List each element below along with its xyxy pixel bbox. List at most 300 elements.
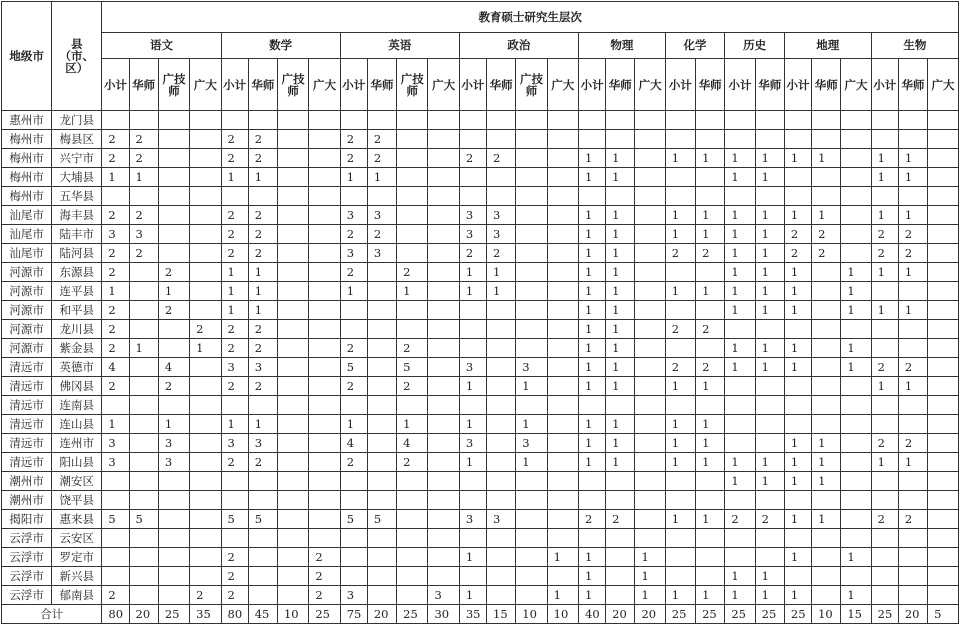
value-cell: 2 bbox=[898, 434, 927, 453]
value-cell: 1 bbox=[871, 263, 898, 282]
sub-column-header: 华师 bbox=[812, 59, 841, 111]
value-cell bbox=[487, 168, 516, 187]
value-cell: 2 bbox=[129, 130, 158, 149]
value-cell bbox=[665, 301, 695, 320]
sub-column-header: 小计 bbox=[784, 59, 811, 111]
total-value-cell: 75 bbox=[340, 605, 367, 624]
value-cell bbox=[277, 244, 308, 263]
value-cell bbox=[277, 358, 308, 377]
value-cell: 1 bbox=[871, 453, 898, 472]
value-cell bbox=[309, 358, 340, 377]
value-cell: 1 bbox=[755, 339, 784, 358]
value-cell bbox=[516, 206, 547, 225]
value-cell: 2 bbox=[397, 377, 428, 396]
value-cell bbox=[277, 225, 308, 244]
table-row bbox=[2, 111, 959, 130]
value-cell bbox=[547, 377, 578, 396]
value-cell bbox=[841, 453, 871, 472]
county-cell: 郁南县 bbox=[52, 586, 102, 605]
value-cell bbox=[102, 529, 129, 548]
value-cell bbox=[158, 510, 189, 529]
value-cell bbox=[547, 130, 578, 149]
city-cell: 清远市 bbox=[2, 358, 52, 377]
value-cell bbox=[928, 548, 959, 567]
value-cell: 1 bbox=[516, 453, 547, 472]
value-cell bbox=[397, 491, 428, 510]
value-cell bbox=[397, 396, 428, 415]
value-cell: 2 bbox=[221, 339, 248, 358]
value-cell bbox=[547, 187, 578, 206]
value-cell: 1 bbox=[459, 263, 486, 282]
value-cell: 2 bbox=[606, 510, 635, 529]
value-cell: 1 bbox=[784, 149, 811, 168]
value-cell: 2 bbox=[102, 301, 129, 320]
table-row bbox=[2, 491, 959, 510]
value-cell: 1 bbox=[725, 586, 755, 605]
value-cell bbox=[428, 187, 459, 206]
sub-column-header: 华师 bbox=[898, 59, 927, 111]
value-cell bbox=[487, 111, 516, 130]
value-cell bbox=[248, 529, 277, 548]
value-cell: 1 bbox=[755, 282, 784, 301]
value-cell bbox=[158, 206, 189, 225]
city-cell: 清远市 bbox=[2, 434, 52, 453]
county-cell: 罗定市 bbox=[52, 548, 102, 567]
value-cell bbox=[397, 320, 428, 339]
value-cell bbox=[277, 567, 308, 586]
value-cell: 1 bbox=[606, 453, 635, 472]
value-cell bbox=[784, 377, 811, 396]
value-cell bbox=[309, 263, 340, 282]
value-cell bbox=[129, 282, 158, 301]
value-cell: 1 bbox=[606, 358, 635, 377]
value-cell: 1 bbox=[696, 453, 725, 472]
value-cell bbox=[635, 206, 665, 225]
value-cell: 1 bbox=[248, 168, 277, 187]
subject-header: 语文 bbox=[102, 33, 221, 59]
value-cell bbox=[928, 206, 959, 225]
value-cell bbox=[725, 434, 755, 453]
value-cell: 1 bbox=[248, 415, 277, 434]
value-cell: 2 bbox=[340, 339, 367, 358]
value-cell: 2 bbox=[221, 586, 248, 605]
value-cell: 1 bbox=[755, 453, 784, 472]
value-cell bbox=[606, 529, 635, 548]
value-cell: 2 bbox=[397, 453, 428, 472]
value-cell bbox=[516, 567, 547, 586]
value-cell: 1 bbox=[871, 149, 898, 168]
value-cell bbox=[696, 567, 725, 586]
total-value-cell: 20 bbox=[606, 605, 635, 624]
value-cell: 1 bbox=[221, 301, 248, 320]
value-cell bbox=[547, 453, 578, 472]
value-cell: 3 bbox=[487, 225, 516, 244]
value-cell bbox=[487, 472, 516, 491]
value-cell: 1 bbox=[725, 168, 755, 187]
value-cell bbox=[755, 377, 784, 396]
value-cell bbox=[487, 130, 516, 149]
value-cell: 5 bbox=[397, 358, 428, 377]
value-cell bbox=[367, 567, 396, 586]
value-cell: 3 bbox=[248, 358, 277, 377]
total-value-cell: 20 bbox=[367, 605, 396, 624]
value-cell bbox=[102, 187, 129, 206]
value-cell bbox=[340, 111, 367, 130]
value-cell bbox=[277, 282, 308, 301]
value-cell: 3 bbox=[516, 358, 547, 377]
value-cell bbox=[428, 491, 459, 510]
value-cell: 1 bbox=[841, 339, 871, 358]
sub-column-header: 小计 bbox=[340, 59, 367, 111]
city-cell: 汕尾市 bbox=[2, 244, 52, 263]
value-cell bbox=[898, 187, 927, 206]
value-cell bbox=[397, 149, 428, 168]
value-cell: 1 bbox=[665, 225, 695, 244]
value-cell bbox=[784, 168, 811, 187]
value-cell bbox=[102, 472, 129, 491]
value-cell bbox=[665, 339, 695, 358]
county-cell: 陆河县 bbox=[52, 244, 102, 263]
subject-header: 物理 bbox=[579, 33, 666, 59]
total-value-cell: 10 bbox=[277, 605, 308, 624]
value-cell bbox=[487, 320, 516, 339]
value-cell bbox=[898, 130, 927, 149]
value-cell: 2 bbox=[102, 320, 129, 339]
value-cell: 1 bbox=[606, 263, 635, 282]
city-cell: 潮州市 bbox=[2, 491, 52, 510]
value-cell bbox=[725, 187, 755, 206]
value-cell: 1 bbox=[812, 434, 841, 453]
value-cell: 1 bbox=[725, 453, 755, 472]
value-cell bbox=[635, 282, 665, 301]
value-cell: 2 bbox=[898, 244, 927, 263]
value-cell bbox=[367, 377, 396, 396]
value-cell bbox=[248, 472, 277, 491]
value-cell: 1 bbox=[579, 377, 606, 396]
table-header bbox=[2, 2, 959, 111]
value-cell bbox=[459, 187, 486, 206]
value-cell: 2 bbox=[102, 586, 129, 605]
value-cell bbox=[397, 206, 428, 225]
value-cell bbox=[841, 225, 871, 244]
sub-column-header: 华师 bbox=[367, 59, 396, 111]
value-cell: 1 bbox=[812, 206, 841, 225]
value-cell bbox=[784, 491, 811, 510]
value-cell bbox=[309, 434, 340, 453]
value-cell: 1 bbox=[841, 282, 871, 301]
county-cell: 饶平县 bbox=[52, 491, 102, 510]
value-cell bbox=[129, 453, 158, 472]
value-cell bbox=[579, 111, 606, 130]
value-cell bbox=[221, 472, 248, 491]
value-cell: 1 bbox=[755, 225, 784, 244]
value-cell: 3 bbox=[102, 434, 129, 453]
value-cell bbox=[871, 567, 898, 586]
value-cell: 1 bbox=[606, 434, 635, 453]
value-cell bbox=[428, 434, 459, 453]
value-cell: 1 bbox=[755, 263, 784, 282]
value-cell bbox=[277, 130, 308, 149]
county-cell: 紫金县 bbox=[52, 339, 102, 358]
value-cell: 2 bbox=[487, 244, 516, 263]
value-cell bbox=[190, 263, 221, 282]
value-cell bbox=[487, 415, 516, 434]
value-cell bbox=[841, 130, 871, 149]
value-cell bbox=[428, 301, 459, 320]
value-cell bbox=[898, 491, 927, 510]
value-cell: 1 bbox=[725, 263, 755, 282]
city-cell: 惠州市 bbox=[2, 111, 52, 130]
value-cell bbox=[459, 168, 486, 187]
value-cell bbox=[755, 320, 784, 339]
value-cell: 4 bbox=[340, 434, 367, 453]
value-cell bbox=[309, 301, 340, 320]
value-cell bbox=[190, 225, 221, 244]
value-cell bbox=[547, 358, 578, 377]
value-cell bbox=[812, 548, 841, 567]
value-cell: 4 bbox=[158, 358, 189, 377]
value-cell: 3 bbox=[516, 434, 547, 453]
value-cell bbox=[516, 225, 547, 244]
value-cell: 1 bbox=[784, 282, 811, 301]
value-cell bbox=[812, 491, 841, 510]
value-cell bbox=[928, 130, 959, 149]
value-cell bbox=[190, 187, 221, 206]
value-cell: 2 bbox=[340, 225, 367, 244]
value-cell: 1 bbox=[397, 282, 428, 301]
value-cell bbox=[547, 168, 578, 187]
county-cell: 新兴县 bbox=[52, 567, 102, 586]
value-cell bbox=[459, 472, 486, 491]
value-cell bbox=[487, 529, 516, 548]
value-cell bbox=[129, 358, 158, 377]
table-row bbox=[2, 472, 959, 491]
value-cell bbox=[221, 187, 248, 206]
value-cell bbox=[784, 187, 811, 206]
value-cell: 1 bbox=[129, 168, 158, 187]
city-cell: 清远市 bbox=[2, 415, 52, 434]
value-cell: 3 bbox=[102, 453, 129, 472]
value-cell bbox=[928, 472, 959, 491]
value-cell bbox=[190, 453, 221, 472]
value-cell bbox=[696, 339, 725, 358]
table-row bbox=[2, 339, 959, 358]
value-cell bbox=[812, 282, 841, 301]
value-cell bbox=[459, 339, 486, 358]
table-row bbox=[2, 168, 959, 187]
table-row bbox=[2, 206, 959, 225]
value-cell: 1 bbox=[725, 206, 755, 225]
value-cell: 1 bbox=[784, 434, 811, 453]
value-cell bbox=[277, 491, 308, 510]
value-cell bbox=[428, 320, 459, 339]
total-value-cell: 10 bbox=[547, 605, 578, 624]
value-cell bbox=[928, 453, 959, 472]
table-row bbox=[2, 263, 959, 282]
city-cell: 河源市 bbox=[2, 282, 52, 301]
sub-column-header: 广大 bbox=[190, 59, 221, 111]
value-cell bbox=[158, 225, 189, 244]
subject-header: 化学 bbox=[665, 33, 725, 59]
city-cell: 河源市 bbox=[2, 320, 52, 339]
value-cell bbox=[428, 358, 459, 377]
value-cell: 3 bbox=[129, 225, 158, 244]
value-cell: 1 bbox=[248, 263, 277, 282]
value-cell bbox=[696, 168, 725, 187]
value-cell bbox=[248, 548, 277, 567]
value-cell bbox=[928, 377, 959, 396]
value-cell bbox=[516, 244, 547, 263]
sub-column-header: 广技师 bbox=[397, 59, 428, 111]
value-cell bbox=[547, 415, 578, 434]
value-cell: 1 bbox=[841, 263, 871, 282]
value-cell bbox=[547, 263, 578, 282]
value-cell bbox=[129, 320, 158, 339]
value-cell: 2 bbox=[784, 244, 811, 263]
value-cell: 2 bbox=[221, 377, 248, 396]
value-cell bbox=[428, 453, 459, 472]
value-cell bbox=[397, 510, 428, 529]
value-cell: 1 bbox=[898, 263, 927, 282]
value-cell bbox=[397, 187, 428, 206]
value-cell bbox=[190, 358, 221, 377]
value-cell bbox=[158, 149, 189, 168]
value-cell bbox=[696, 529, 725, 548]
sub-column-header: 广技师 bbox=[158, 59, 189, 111]
value-cell bbox=[367, 301, 396, 320]
value-cell: 1 bbox=[784, 548, 811, 567]
value-cell bbox=[487, 434, 516, 453]
total-value-cell: 15 bbox=[841, 605, 871, 624]
value-cell: 1 bbox=[547, 548, 578, 567]
value-cell bbox=[158, 567, 189, 586]
value-cell bbox=[696, 472, 725, 491]
value-cell bbox=[158, 472, 189, 491]
subject-header: 政治 bbox=[459, 33, 578, 59]
value-cell: 1 bbox=[755, 301, 784, 320]
value-cell: 2 bbox=[340, 149, 367, 168]
table-row bbox=[2, 434, 959, 453]
value-cell: 2 bbox=[221, 130, 248, 149]
value-cell bbox=[635, 396, 665, 415]
value-cell bbox=[277, 168, 308, 187]
value-cell bbox=[928, 111, 959, 130]
value-cell bbox=[428, 472, 459, 491]
value-cell bbox=[487, 491, 516, 510]
value-cell bbox=[606, 187, 635, 206]
value-cell bbox=[928, 149, 959, 168]
value-cell bbox=[812, 187, 841, 206]
value-cell bbox=[309, 339, 340, 358]
value-cell bbox=[871, 339, 898, 358]
value-cell: 1 bbox=[459, 282, 486, 301]
value-cell: 2 bbox=[102, 244, 129, 263]
value-cell bbox=[190, 472, 221, 491]
value-cell bbox=[190, 510, 221, 529]
value-cell: 2 bbox=[248, 130, 277, 149]
value-cell bbox=[397, 111, 428, 130]
value-cell bbox=[635, 339, 665, 358]
city-cell: 河源市 bbox=[2, 301, 52, 320]
value-cell: 2 bbox=[102, 130, 129, 149]
value-cell: 2 bbox=[248, 149, 277, 168]
value-cell: 1 bbox=[696, 377, 725, 396]
value-cell bbox=[397, 225, 428, 244]
value-cell: 1 bbox=[755, 149, 784, 168]
table-row bbox=[2, 510, 959, 529]
value-cell bbox=[812, 358, 841, 377]
value-cell bbox=[428, 377, 459, 396]
value-cell bbox=[928, 529, 959, 548]
value-cell bbox=[665, 548, 695, 567]
value-cell: 2 bbox=[248, 339, 277, 358]
value-cell: 1 bbox=[102, 282, 129, 301]
value-cell: 2 bbox=[367, 225, 396, 244]
value-cell bbox=[606, 472, 635, 491]
sub-column-header: 华师 bbox=[755, 59, 784, 111]
value-cell bbox=[928, 187, 959, 206]
total-row bbox=[2, 605, 959, 624]
table-row bbox=[2, 301, 959, 320]
value-cell: 3 bbox=[248, 434, 277, 453]
value-cell: 1 bbox=[665, 434, 695, 453]
value-cell: 3 bbox=[221, 434, 248, 453]
value-cell bbox=[635, 472, 665, 491]
value-cell bbox=[309, 244, 340, 263]
city-cell: 河源市 bbox=[2, 263, 52, 282]
value-cell bbox=[696, 396, 725, 415]
value-cell: 1 bbox=[459, 548, 486, 567]
value-cell: 2 bbox=[248, 453, 277, 472]
value-cell: 5 bbox=[340, 510, 367, 529]
value-cell bbox=[516, 149, 547, 168]
value-cell: 1 bbox=[221, 415, 248, 434]
value-cell: 2 bbox=[221, 548, 248, 567]
total-value-cell: 5 bbox=[928, 605, 959, 624]
county-cell: 英德市 bbox=[52, 358, 102, 377]
header-level-title: 教育硕士研究生层次 bbox=[102, 2, 959, 33]
value-cell bbox=[516, 510, 547, 529]
value-cell bbox=[696, 263, 725, 282]
value-cell: 1 bbox=[696, 225, 725, 244]
value-cell bbox=[579, 396, 606, 415]
value-cell bbox=[516, 586, 547, 605]
value-cell: 2 bbox=[898, 510, 927, 529]
value-cell: 2 bbox=[158, 263, 189, 282]
value-cell bbox=[755, 415, 784, 434]
value-cell: 2 bbox=[871, 510, 898, 529]
value-cell bbox=[277, 415, 308, 434]
value-cell: 1 bbox=[102, 168, 129, 187]
table-row bbox=[2, 282, 959, 301]
value-cell bbox=[459, 130, 486, 149]
value-cell bbox=[340, 491, 367, 510]
value-cell: 2 bbox=[812, 225, 841, 244]
county-cell: 龙川县 bbox=[52, 320, 102, 339]
value-cell: 1 bbox=[841, 586, 871, 605]
value-cell: 1 bbox=[725, 358, 755, 377]
value-cell bbox=[725, 548, 755, 567]
value-cell bbox=[812, 339, 841, 358]
value-cell bbox=[871, 415, 898, 434]
value-cell: 3 bbox=[340, 586, 367, 605]
value-cell bbox=[277, 453, 308, 472]
value-cell bbox=[459, 567, 486, 586]
value-cell bbox=[665, 567, 695, 586]
value-cell bbox=[367, 472, 396, 491]
value-cell bbox=[812, 567, 841, 586]
value-cell bbox=[367, 491, 396, 510]
